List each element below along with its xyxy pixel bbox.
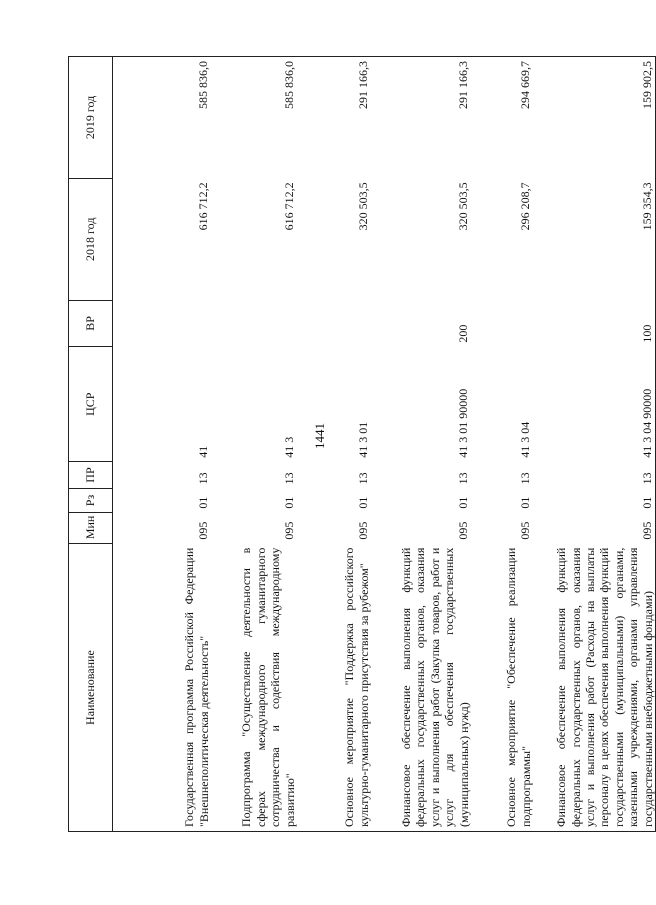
cell-vr: 100 [533,300,656,346]
cell-2018: 296 208,7 [518,182,532,231]
header-vr: ВР [69,300,113,346]
cell-2019: 291 166,3 [297,57,371,179]
cell-vr [211,300,297,346]
cell-min: 095 [533,513,656,544]
cell-rz: 01 [356,496,370,509]
header-rz: Рз [69,488,113,512]
table-row [113,57,212,832]
cell-rz: 01 [282,496,296,509]
cell-name: Подпрограмма "Осуществление деятельности в сферах международного гуманитарного сотрудничества и содействия международному развитию" [211,544,297,832]
cell-rz: 01 [518,496,532,509]
cell-vr [113,300,212,346]
header-min: Мин [69,513,113,544]
header-2018: 2018 год [69,178,113,300]
cell-2019: 294 669,7 [471,57,533,179]
cell-2018: 159 354,3 [533,178,656,300]
cell-name: Финансовое обеспечение выполнения функций федеральных государственных органов, оказания услуг и выполнения работ (Расходы на выплаты персоналу в целях обеспечения выполнения функций государственными (муниципальными) органами, казенными учреждениями, органами управления государственными внебюджетными фондами) [533,544,656,832]
cell-pr: 13 [356,472,370,485]
cell-vr [471,300,533,346]
cell-csr: 41 3 [282,436,296,458]
cell-pr: 13 [196,472,210,485]
cell-csr: 41 [196,445,210,458]
cell-csr: 41 3 01 90000 [456,388,470,458]
cell-min: 095 [282,521,296,540]
cell-name: Финансовое обеспечение выполнения функций федеральных государственных органов, оказания услуг и выполнения работ (Закупка товаров, работ и услуг для обеспечения государственных (муниципальных) нужд) [371,544,471,832]
cell-2018: 320 503,5 [356,182,370,231]
budget-table-wrapper [68,56,655,832]
cell-2018: 616 712,2 [282,182,296,231]
cell-name: Основное мероприятие "Обеспечение реализации подпрограммы" [471,544,533,832]
cell-pr: 13 [282,472,296,485]
header-csr: ЦСР [69,347,113,462]
table-row [371,57,471,832]
cell-2018: 320 503,5 [456,182,470,231]
rotated-page-area [68,56,655,832]
cell-rz: 01 [196,496,210,509]
cell-2018: 616 712,2 [196,182,210,231]
cell-vr: 200 [456,324,470,343]
cell-min: 095 [196,521,210,540]
header-2019: 2019 год [69,57,113,179]
header-pr: ПР [69,462,113,489]
cell-name: Основное мероприятие "Поддержка российского культурно-гуманитарного присутствия за рубежом" [297,544,371,832]
cell-min: 095 [456,521,470,540]
page-number: 1441 [312,423,327,449]
cell-rz: 01 [533,488,656,512]
budget-table [68,56,656,832]
table-row [533,57,656,832]
cell-csr: 41 3 01 [356,421,370,458]
cell-csr: 41 3 04 [518,421,532,458]
cell-2019: 585 836,0 [211,57,297,179]
table-row [471,57,533,832]
cell-pr: 13 [518,472,532,485]
table-header-row [69,57,113,832]
cell-min: 095 [356,521,370,540]
table-row [211,57,297,832]
cell-vr [297,300,371,346]
cell-csr: 41 3 04 90000 [533,347,656,462]
cell-pr: 13 [533,462,656,489]
cell-2019: 291 166,3 [371,57,471,179]
table-row [297,57,371,832]
cell-name: Государственная программа Российской Федерации "Внешнеполитическая деятельность" [113,544,212,832]
cell-pr: 13 [456,472,470,485]
cell-2019: 585 836,0 [113,57,212,179]
header-name: Наименование [69,544,113,832]
cell-min: 095 [518,521,532,540]
cell-2019: 159 902,5 [533,57,656,179]
cell-rz: 01 [456,496,470,509]
